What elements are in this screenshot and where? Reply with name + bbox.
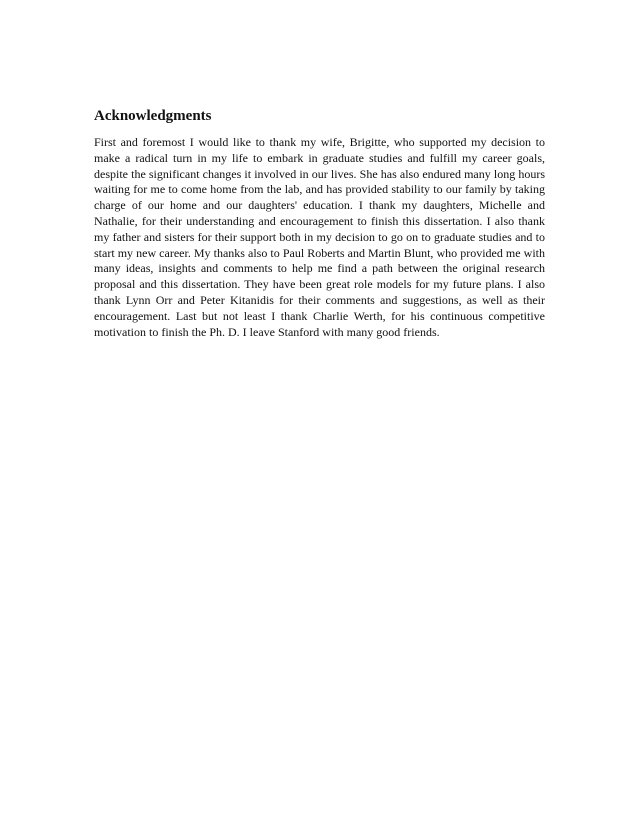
acknowledgments-paragraph: First and foremost I would like to thank my wife, Brigitte, who supported my decision to make a radical turn in my life to embark in graduate studies and fulfill my career goals, despite the significant changes it involved in our lives. She has also endured many long hours waiting for me to come home from the lab, and has provided stability to our family by taking charge of our home and our daughters' education. I thank my daughters, Michelle and Nathalie, for their understanding and encouragement to finish this dissertation. I also thank my father and sisters for their support both in my decision to go on to graduate studies and to start my new career. My thanks also to Paul Roberts and Martin Blunt, who provided me with many ideas, insights and comments to help me find a path between the original research proposal and this dissertation. They have been great role models for my future plans. I also thank Lynn Orr and Peter Kitanidis for their comments and suggestions, as well as their encouragement. Last but not least I thank Charlie Werth, for his continuous competitive motivation to finish the Ph. D. I leave Stanford with many good friends.	[94, 135, 545, 339]
acknowledgments-section	[94, 107, 545, 340]
section-heading: Acknowledgments	[94, 108, 212, 124]
